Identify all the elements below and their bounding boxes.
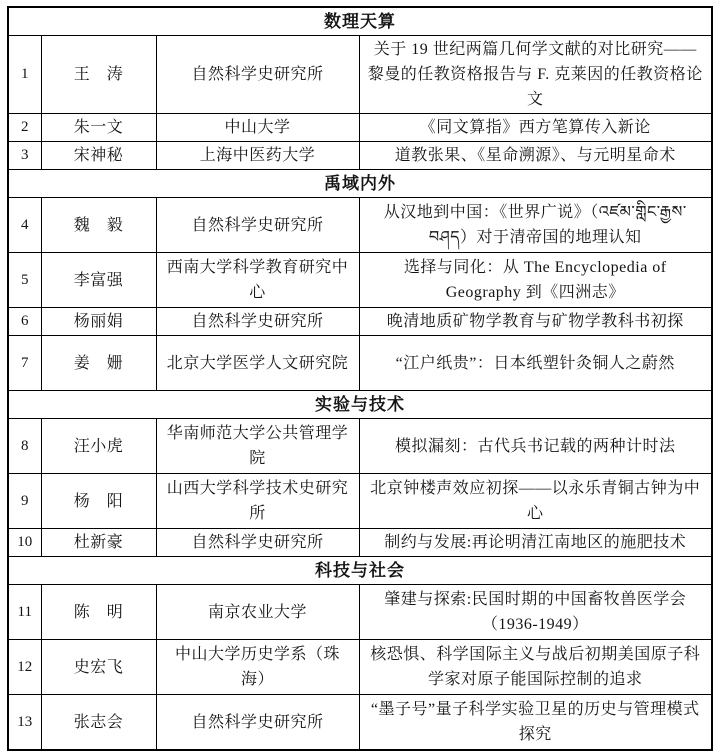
table-row (8, 640, 712, 695)
section-header: 实验与技术 (8, 391, 712, 419)
paper-title-cell: 《同文算指》西方笔算传入新论 (359, 114, 712, 142)
conference-program-table (7, 6, 713, 751)
paper-title-cell: 核恐惧、科学国际主义与战后初期美国原子科学家对原子能国际控制的追求 (359, 640, 712, 695)
author-name-cell: 魏 毅 (41, 198, 156, 253)
section-header: 科技与社会 (8, 557, 712, 585)
table-row (8, 529, 712, 557)
affiliation-cell: 自然科学史研究所 (156, 198, 359, 253)
table-row (8, 695, 712, 751)
paper-title-cell: “墨子号”量子科学实验卫星的历史与管理模式探究 (359, 695, 712, 751)
table-row (8, 419, 712, 474)
author-name-cell: 姜 姗 (41, 336, 156, 391)
row-number-cell: 11 (8, 585, 41, 640)
row-number-cell: 2 (8, 114, 41, 142)
section-row (8, 170, 712, 198)
table-row (8, 114, 712, 142)
author-name-cell: 张志会 (41, 695, 156, 751)
affiliation-cell: 南京农业大学 (156, 585, 359, 640)
table-row (8, 474, 712, 529)
paper-title-cell: 选择与同化：从 The Encyclopedia of Geography 到《四洲志》 (359, 253, 712, 308)
author-name-cell: 史宏飞 (41, 640, 156, 695)
row-number-cell: 1 (8, 36, 41, 114)
row-number-cell: 4 (8, 198, 41, 253)
affiliation-cell: 中山大学 (156, 114, 359, 142)
author-name-cell: 朱一文 (41, 114, 156, 142)
table-row (8, 142, 712, 170)
table-row (8, 253, 712, 308)
section-row (8, 391, 712, 419)
section-row (8, 557, 712, 585)
table-row (8, 198, 712, 253)
row-number-cell: 8 (8, 419, 41, 474)
row-number-cell: 13 (8, 695, 41, 751)
table-row (8, 585, 712, 640)
author-name-cell: 陈 明 (41, 585, 156, 640)
table-row (8, 336, 712, 391)
table-row (8, 308, 712, 336)
author-name-cell: 汪小虎 (41, 419, 156, 474)
row-number-cell: 5 (8, 253, 41, 308)
section-header: 禹域内外 (8, 170, 712, 198)
row-number-cell: 12 (8, 640, 41, 695)
row-number-cell: 6 (8, 308, 41, 336)
table-row (8, 36, 712, 114)
affiliation-cell: 华南师范大学公共管理学院 (156, 419, 359, 474)
affiliation-cell: 自然科学史研究所 (156, 529, 359, 557)
author-name-cell: 杜新豪 (41, 529, 156, 557)
affiliation-cell: 中山大学历史学系（珠海） (156, 640, 359, 695)
paper-title-cell: 制约与发展:再论明清江南地区的施肥技术 (359, 529, 712, 557)
affiliation-cell: 自然科学史研究所 (156, 36, 359, 114)
author-name-cell: 李富强 (41, 253, 156, 308)
paper-title-cell: 道教张果、《星命溯源》、与元明星命术 (359, 142, 712, 170)
section-row (8, 7, 712, 36)
paper-title-cell: 模拟漏刻：古代兵书记载的两种计时法 (359, 419, 712, 474)
paper-title-cell: 晚清地质矿物学教育与矿物学教科书初探 (359, 308, 712, 336)
section-header: 数理天算 (8, 7, 712, 36)
affiliation-cell: 自然科学史研究所 (156, 308, 359, 336)
affiliation-cell: 北京大学医学人文研究院 (156, 336, 359, 391)
paper-title-cell: 肇建与探索:民国时期的中国畜牧兽医学会（1936-1949） (359, 585, 712, 640)
paper-title-cell: 关于 19 世纪两篇几何学文献的对比研究——黎曼的任教资格报告与 F. 克莱因的任教资格论文 (359, 36, 712, 114)
affiliation-cell: 上海中医药大学 (156, 142, 359, 170)
author-name-cell: 杨丽娟 (41, 308, 156, 336)
row-number-cell: 9 (8, 474, 41, 529)
author-name-cell: 宋神秘 (41, 142, 156, 170)
row-number-cell: 10 (8, 529, 41, 557)
affiliation-cell: 山西大学科学技术史研究所 (156, 474, 359, 529)
author-name-cell: 杨 阳 (41, 474, 156, 529)
affiliation-cell: 自然科学史研究所 (156, 695, 359, 751)
affiliation-cell: 西南大学科学教育研究中心 (156, 253, 359, 308)
author-name-cell: 王 涛 (41, 36, 156, 114)
paper-title-cell: 从汉地到中国：《世界广说》（འཛམ་གླིང་རྒྱས་བཤད）对于清帝国的地理认知 (359, 198, 712, 253)
row-number-cell: 3 (8, 142, 41, 170)
paper-title-cell: 北京钟楼声效应初探——以永乐青铜古钟为中心 (359, 474, 712, 529)
row-number-cell: 7 (8, 336, 41, 391)
paper-title-cell: “江户纸贵”：日本纸塑针灸铜人之蔚然 (359, 336, 712, 391)
